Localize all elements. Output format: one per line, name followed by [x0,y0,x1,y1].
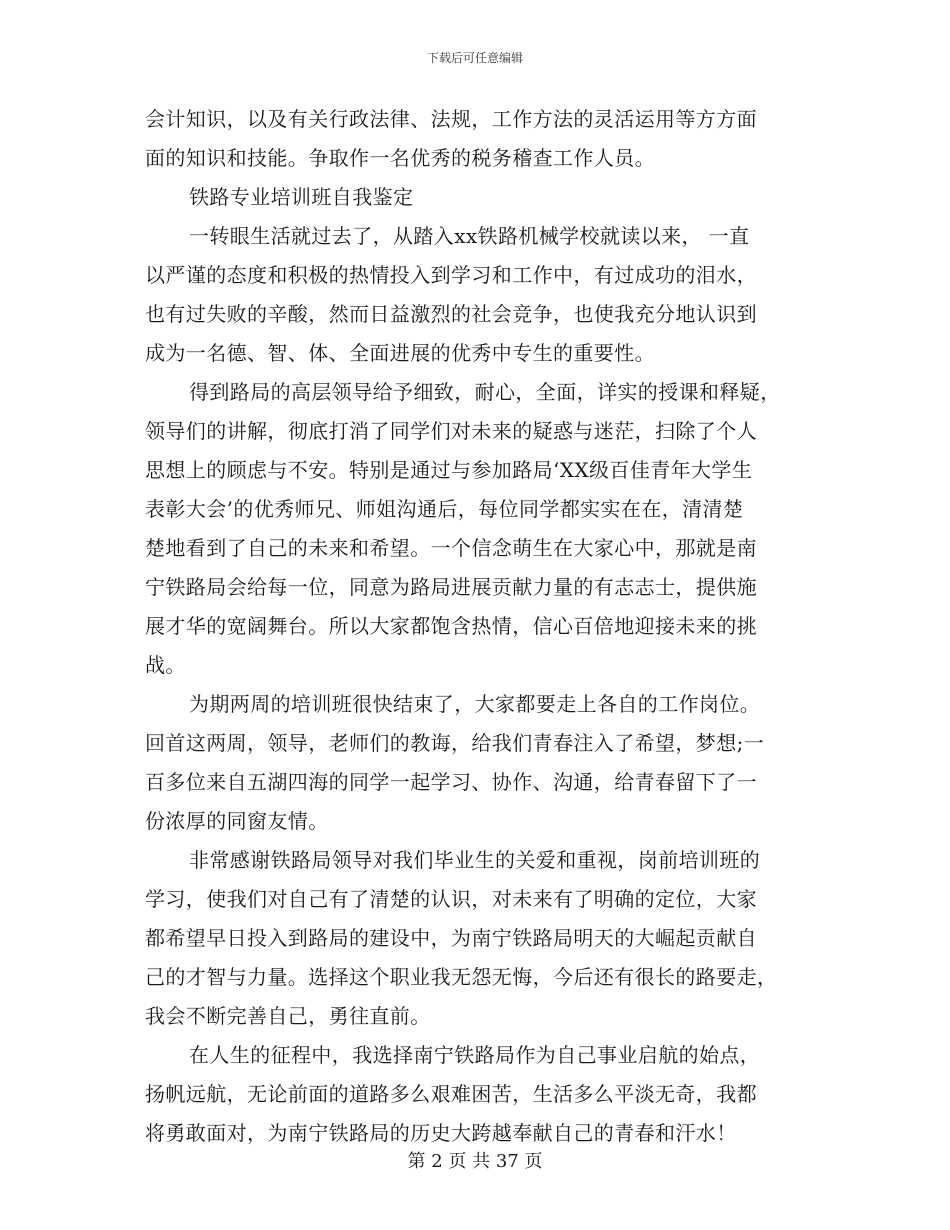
text-line: 学习，使我们对自己有了清楚的认识，对未来有了明确的定位，大家 [145,887,757,911]
text-line: 回首这两周，领导，老师们的教诲，给我们青春注入了希望，梦想;一 [145,731,765,755]
text-line: 楚地看到了自己的未来和希望。一个信念萌生在大家心中，那就是南 [145,536,757,560]
text-line: 宁铁路局会给每一位，同意为路局进展贡献力量的有志志士，提供施 [145,575,757,599]
text-line: 战。 [145,653,186,677]
text-line: 我会不断完善自己，勇往直前。 [145,1004,431,1028]
text-line: 扬帆远航，无论前面的道路多么艰难困苦，生活多么平淡无奇，我都 [145,1082,757,1106]
page-header-note: 下载后可任意编辑 [426,51,523,65]
document-body [145,100,805,1153]
text-line: 非常感谢铁路局领导对我们毕业生的关爱和重视，岗前培训班的 [189,848,761,872]
text-line: 份浓厚的同窗友情。 [145,809,329,833]
text-line: 为期两周的培训班很快结束了，大家都要走上各自的工作岗位。 [189,692,761,716]
text-line: 百多位来自五湖四海的同学一起学习、协作、沟通，给青春留下了一 [145,770,757,794]
text-line: 都希望早日投入到路局的建设中，为南宁铁路局明天的大崛起贡献自 [145,926,757,950]
text-line: 思想上的顾虑与不安。特别是通过与参加路局‘XX级百佳青年大学生 [145,458,753,482]
text-line: 成为一名德、智、体、全面进展的优秀中专生的重要性。 [145,341,655,365]
text-line: 也有过失败的辛酸，然而日益激烈的社会竞争，也使我充分地认识到 [145,302,757,326]
text-line: 将勇敢面对，为南宁铁路局的历史大跨越奉献自己的青春和汗水！ [145,1121,737,1145]
text-line: 会计知识，以及有关行政法律、法规，工作方法的灵活运用等方方面 [145,107,757,131]
text-line: 面的知识和技能。争取作一名优秀的税务稽查工作人员。 [145,146,655,170]
text-line: 己的才智与力量。选择这个职业我无怨无悔，今后还有很长的路要走， [145,965,778,989]
text-line: 铁路专业培训班自我鉴定 [189,185,414,209]
text-line: 一转眼生活就过去了，从踏入xx铁路机械学校就读以来， 一直 [189,224,750,248]
text-line: 以严谨的态度和积极的热情投入到学习和工作中，有过成功的泪水， [145,263,757,287]
text-line: 领导们的讲解，彻底打消了同学们对未来的疑惑与迷茫，扫除了个人 [145,419,757,443]
text-line: 在人生的征程中，我选择南宁铁路局作为自己事业启航的始点， [189,1043,761,1067]
text-line: 表彰大会’的优秀师兄、师姐沟通后，每位同学都实实在在，清清楚 [145,497,744,521]
page-number-footer: 第 2 页 共 37 页 [407,1151,543,1172]
text-line: 得到路局的高层领导给予细致，耐心，全面，详实的授课和释疑， [189,380,781,404]
text-line: 展才华的宽阔舞台。所以大家都饱含热情，信心百倍地迎接未来的挑 [145,614,757,638]
